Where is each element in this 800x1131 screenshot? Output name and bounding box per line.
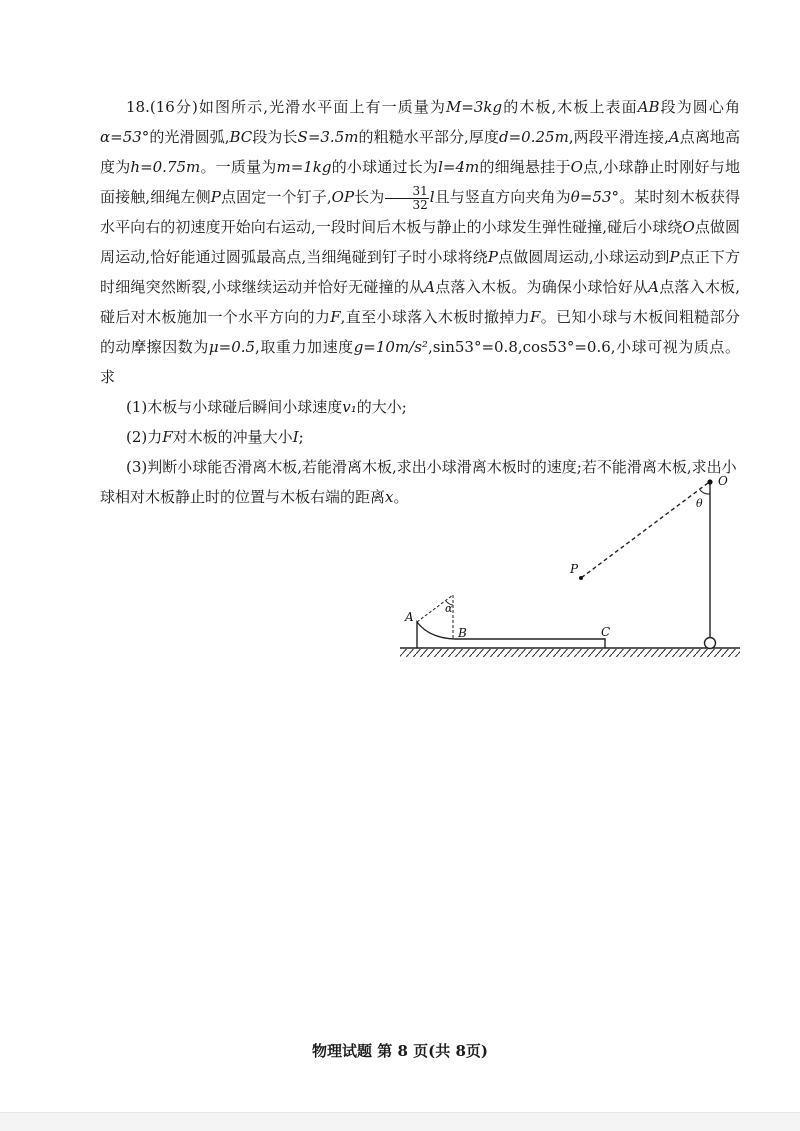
label-c: C (601, 625, 611, 639)
problem-stem: 18.(16分)如图所示,光滑水平面上有一质量为M=3kg的木板,木板上表面AB段为圆心角α=53°的光滑圆弧,BC段为长S=3.5m的粗糙水平部分,厚度d=0.25m,两段平滑连接,A点离地高度为h=0.75m。一质量为m=1kg的小球通过长为l=4m的细绳悬挂于O点,小球静止时刚好与地面接触,细绳左侧P点固定一个钉子,OP长为 $\frac{31}{32}$ l且与竖直方向夹角为θ=53°。某时刻木板获得水平向右的初速度开始向右运动,一段时间后木板与静止的小球发生弹性碰撞,碰后小球绕O点做圆周运动,恰好能通过圆弧最高点,当细绳碰到钉子时小球将绕P点做圆周运动,小球运动到P点正下方时细绳突然断裂,小球继续运动并恰好无碰撞的从A点落入木板。为确保小球恰好从A点落入木板,碰后对木板施加一个水平方向的力F,直至小球落入木板时撤掉力F。已知小球与木板间粗糙部分的动摩擦因数为μ=0.5,取重力加速度g=10m/s²,sin53°=0.8,cos53°=0.6,小球可视为质点。求 (100, 98, 740, 386)
label-b: B (458, 626, 467, 640)
page-bottom-edge (0, 1112, 800, 1131)
ground-hatch (400, 649, 740, 657)
nail-p (579, 576, 583, 580)
ball (705, 638, 716, 649)
theta-arc (700, 490, 710, 494)
question-1: (1)木板与小球碰后瞬间小球速度v₁的大小; (126, 398, 407, 416)
problem-header: 18.(16分) (126, 98, 198, 116)
label-p: P (570, 562, 579, 576)
label-alpha: α (445, 602, 453, 615)
question-3: (3)判断小球能否滑离木板,若能滑离木板,求出小球滑离木板时的速度;若不能滑离木板,求出小球相对木板静止时的位置与木板右端的距离x。 (100, 458, 737, 506)
label-o: O (718, 474, 728, 488)
physics-diagram (395, 470, 745, 670)
problem-18 (100, 92, 740, 512)
label-theta: θ (696, 497, 703, 510)
label-a: A (405, 610, 414, 624)
op-dashed-line (581, 483, 708, 578)
question-2: (2)力F对木板的冲量大小I; (126, 428, 304, 446)
fraction: $\frac{31}{32}$ (385, 185, 428, 212)
board (417, 622, 605, 648)
pivot-o (707, 479, 712, 484)
page-footer: 物理试题 第 8 页(共 8页) (312, 1042, 488, 1060)
